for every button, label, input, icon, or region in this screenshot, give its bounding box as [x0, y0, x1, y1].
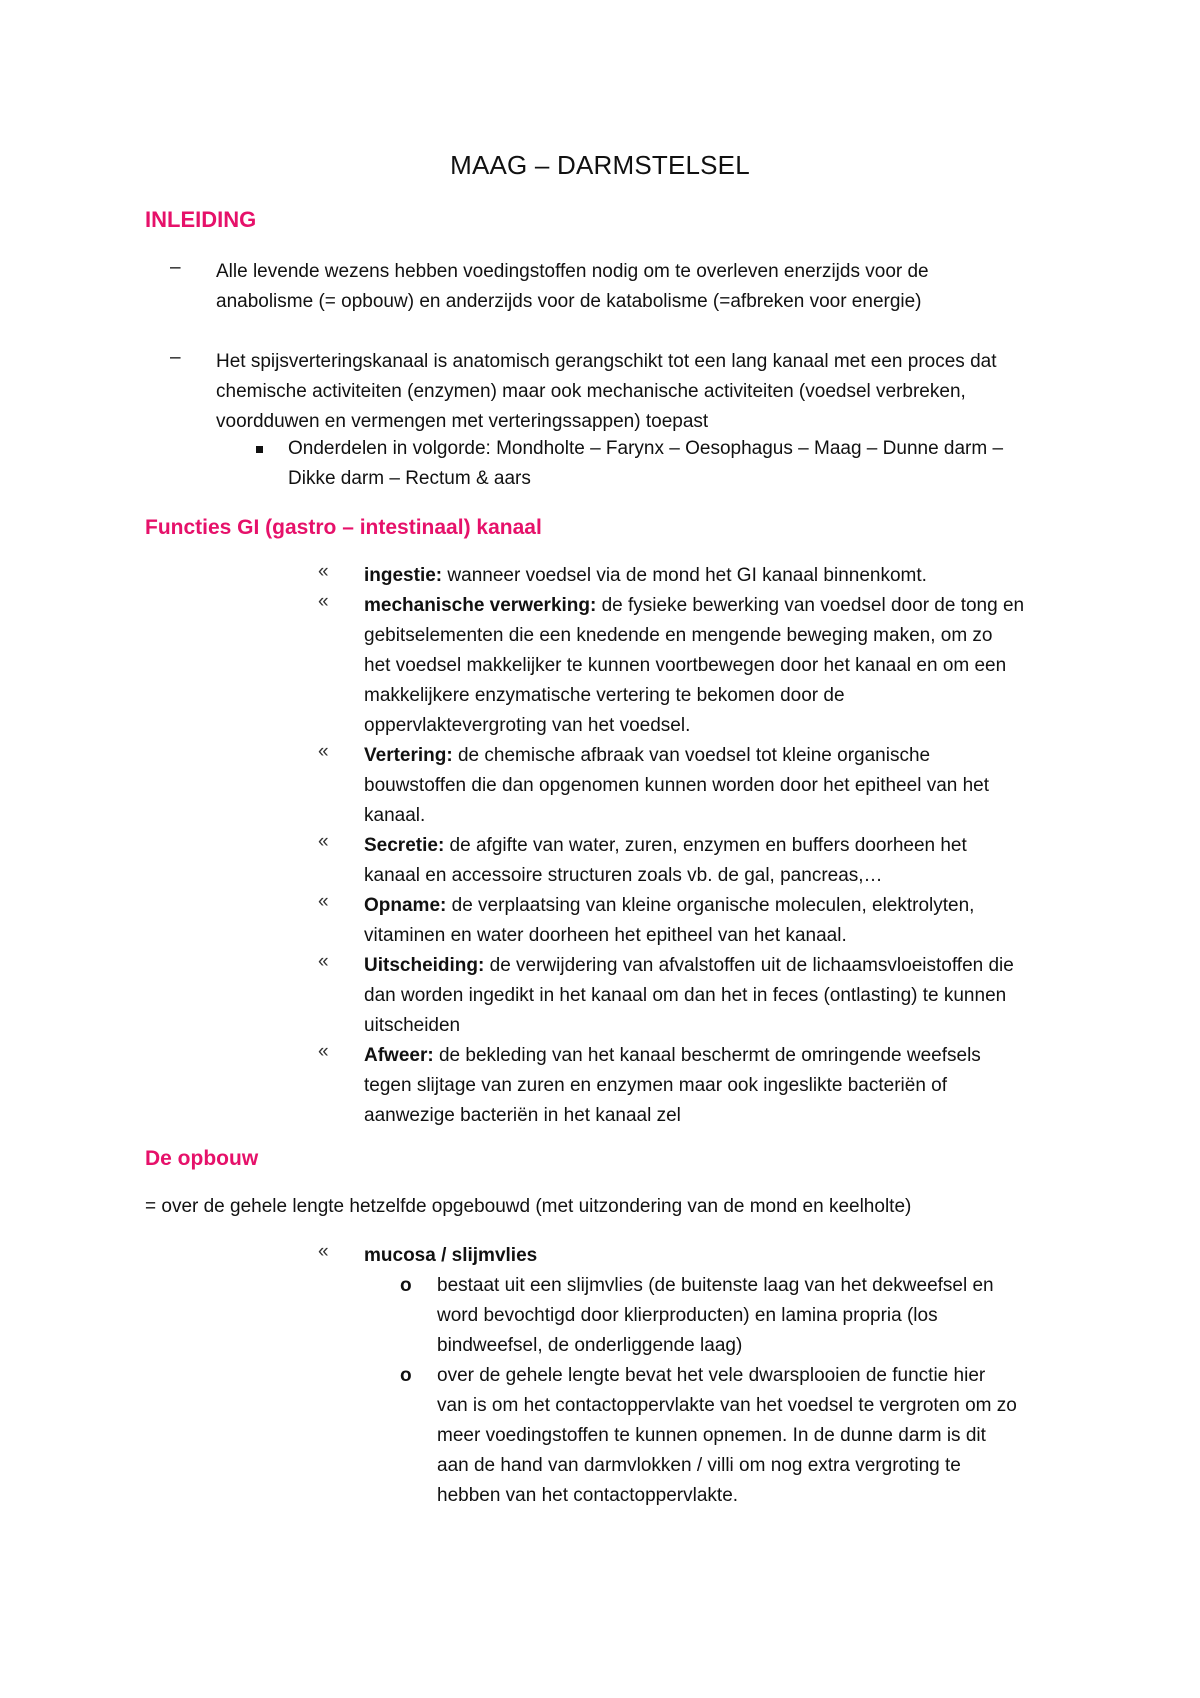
paragraph-line: voordduwen en vermengen met verteringssappen) toepast — [216, 411, 709, 432]
guillemet-bullet: « — [318, 1241, 329, 1262]
guillemet-bullet: « — [318, 1041, 329, 1062]
function-term: Uitscheiding: — [364, 955, 485, 976]
guillemet-bullet: « — [318, 831, 329, 852]
function-term: Vertering: — [364, 745, 453, 766]
function-term: mechanische verwerking: — [364, 595, 597, 616]
function-term: ingestie: — [364, 565, 443, 586]
guillemet-bullet: « — [318, 561, 329, 582]
guillemet-bullet: « — [318, 951, 329, 972]
function-item-line: oppervlaktevergroting van het voedsel. — [364, 715, 691, 736]
function-term: Opname: — [364, 895, 447, 916]
function-item-line: uitscheiden — [364, 1015, 461, 1036]
paragraph-line: Alle levende wezens hebben voedingstoffen nodig om te overleven enerzijds voor de — [216, 261, 929, 282]
function-item-line: het voedsel makkelijker te kunnen voortbewegen door het kanaal en om een — [364, 655, 1007, 676]
paragraph-line: Het spijsverteringskanaal is anatomisch gerangschikt tot een lang kanaal met een proces dat — [216, 351, 997, 372]
page-title: MAAG – DARMSTELSEL — [450, 150, 750, 180]
function-description: de fysieke bewerking van voedsel door de tong en — [596, 595, 1025, 616]
sub-item-line: van is om het contactoppervlakte van het voedsel te vergroten om zo — [437, 1395, 1017, 1416]
sub-item-line: aan de hand van darmvlokken / villi om nog extra vergroting te — [437, 1455, 961, 1476]
function-description: de verwijdering van afvalstoffen uit de lichaamsvloeistoffen die — [484, 955, 1014, 976]
function-description: de bekleding van het kanaal beschermt de omringende weefsels — [433, 1045, 981, 1066]
guillemet-bullet: « — [318, 591, 329, 612]
heading-functies: Functies GI (gastro – intestinaal) kanaal — [145, 516, 542, 539]
square-bullet-icon — [256, 446, 263, 453]
sub-item-line: word bevochtigd door klierproducten) en lamina propria (los — [437, 1305, 938, 1326]
function-item-line: gebitselementen die een knedende en mengende beweging maken, om zo — [364, 625, 993, 646]
function-item-line: tegen slijtage van zuren en enzymen maar ook ingeslikte bacteriën of — [364, 1075, 948, 1096]
heading-inleiding: INLEIDING — [145, 207, 257, 232]
guillemet-bullet: « — [318, 891, 329, 912]
function-item — [364, 951, 1014, 981]
function-description: de chemische afbraak van voedsel tot kleine organische — [452, 745, 931, 766]
sub-item-line: Onderdelen in volgorde: Mondholte – Farynx – Oesophagus – Maag – Dunne darm – — [288, 438, 1004, 459]
circle-bullet: o — [400, 1275, 412, 1296]
opbouw-intro: = over de gehele lengte hetzelfde opgebouwd (met uitzondering van de mond en keelholte) — [145, 1196, 912, 1217]
circle-bullet: o — [400, 1365, 412, 1386]
guillemet-bullet: « — [318, 741, 329, 762]
sub-item-line: bestaat uit een slijmvlies (de buitenste laag van het dekweefsel en — [437, 1275, 994, 1296]
function-item-line: bouwstoffen die dan opgenomen kunnen worden door het epitheel van het — [364, 775, 990, 796]
function-item-line: vitaminen en water doorheen het epitheel van het kanaal. — [364, 925, 847, 946]
function-item — [364, 831, 967, 861]
sub-item-line: meer voedingstoffen te kunnen opnemen. In de dunne darm is dit — [437, 1425, 986, 1446]
function-description: wanneer voedsel via de mond het GI kanaal binnenkomt. — [442, 565, 927, 586]
function-item — [364, 561, 927, 591]
paragraph-line: chemische activiteiten (enzymen) maar ook mechanische activiteiten (voedsel verbreken, — [216, 381, 966, 402]
dash-bullet: – — [170, 257, 181, 278]
function-item-line: kanaal en accessoire structuren zoals vb. de gal, pancreas,… — [364, 865, 883, 886]
function-item — [364, 1041, 981, 1071]
function-item — [364, 591, 1024, 621]
sub-item-line: over de gehele lengte bevat het vele dwarsplooien de functie hier — [437, 1365, 986, 1386]
function-item-line: dan worden ingedikt in het kanaal om dan het in feces (ontlasting) te kunnen — [364, 985, 1007, 1006]
mucosa-label: mucosa / slijmvlies — [364, 1245, 538, 1266]
sub-item-line: hebben van het contactoppervlakte. — [437, 1485, 739, 1506]
function-description: de afgifte van water, zuren, enzymen en buffers doorheen het — [444, 835, 967, 856]
function-description: de verplaatsing van kleine organische moleculen, elektrolyten, — [446, 895, 975, 916]
sub-item-line: bindweefsel, de onderliggende laag) — [437, 1335, 743, 1356]
dash-bullet: – — [170, 347, 181, 368]
function-item — [364, 891, 974, 921]
paragraph-line: anabolisme (= opbouw) en anderzijds voor de katabolisme (=afbreken voor energie) — [216, 291, 922, 312]
function-item-line: makkelijkere enzymatische vertering te bekomen door de — [364, 685, 845, 706]
heading-opbouw: De opbouw — [145, 1147, 259, 1170]
function-item-line: aanwezige bacteriën in het kanaal zel — [364, 1105, 681, 1126]
function-term: Afweer: — [364, 1045, 434, 1066]
function-term: Secretie: — [364, 835, 445, 856]
function-item-line: kanaal. — [364, 805, 426, 826]
sub-item-line: Dikke darm – Rectum & aars — [288, 468, 531, 489]
function-item — [364, 741, 930, 771]
